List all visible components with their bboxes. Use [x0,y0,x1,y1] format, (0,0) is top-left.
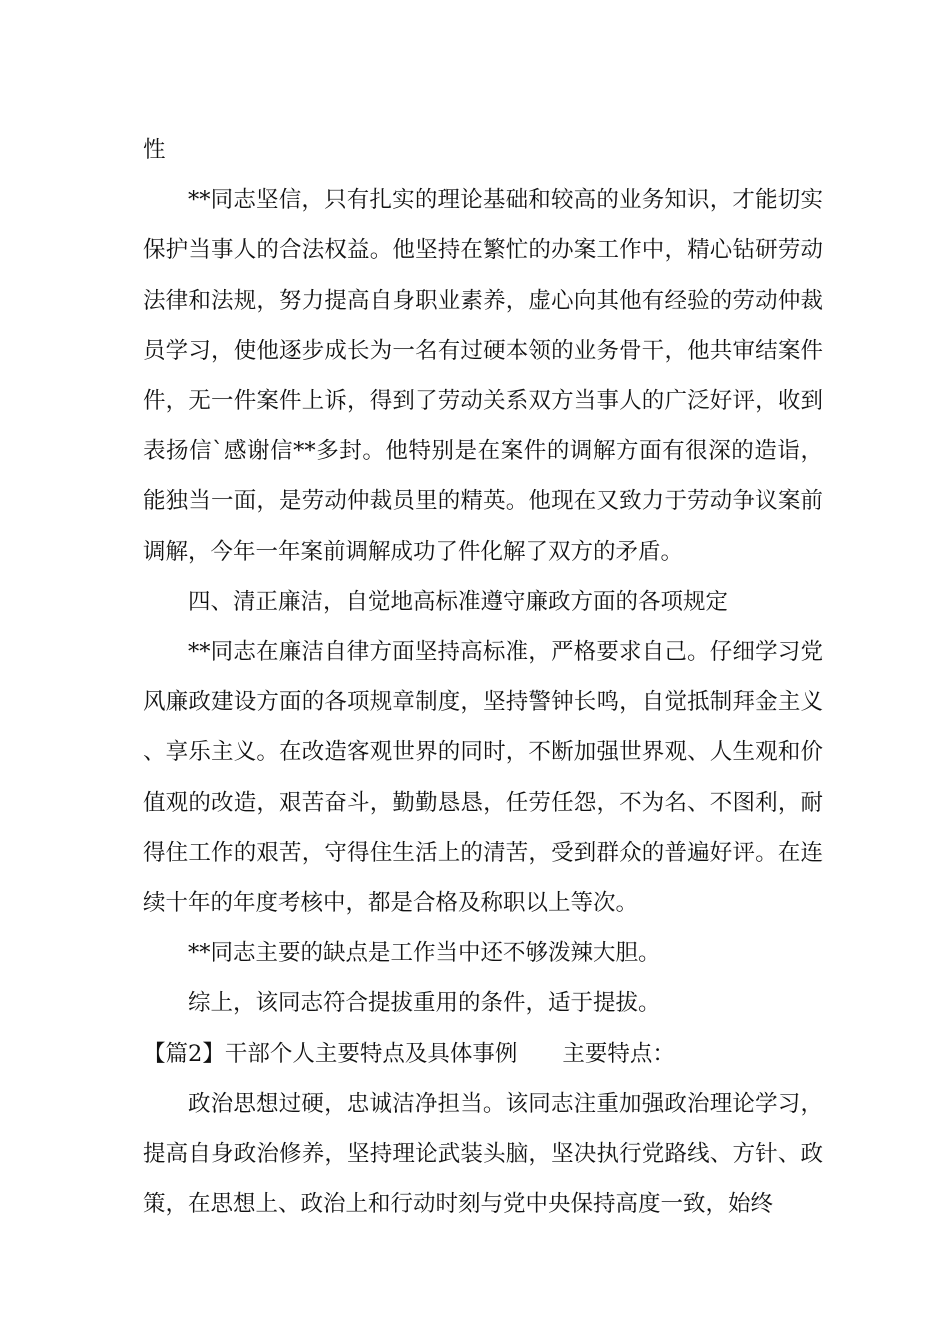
section-four-heading: 四、清正廉洁，自觉地高标准遵守廉政方面的各项规定 [188,588,729,615]
paragraph-shortcoming: **同志主要的缺点是工作当中还不够泼辣大胆。 [188,940,661,967]
paragraph-conclusion: 综上，该同志符合提拔重用的条件，适于提拔。 [188,990,661,1017]
document-body [143,125,823,1229]
paragraph-integrity: **同志在廉洁自律方面坚持高标准，严格要求自己。仔细学习党风廉政建设方面的各项规章制度，坚持警钟长鸣，自觉抵制拜金主义、享乐主义。在改造客观世界的同时，不断加强世界观、人生观和价值观的改造，艰苦奋斗，勤勤恳恳，任劳任怨，不为名、不图利，耐得住工作的艰苦，守得住生活上的清苦，受到群众的普遍好评。在连续十年的年度考核中，都是合格及称职以上等次。 [143,639,823,917]
paragraph-expertise: **同志坚信，只有扎实的理论基础和较高的业务知识，才能切实保护当事人的合法权益。他坚持在繁忙的办案工作中，精心钻研劳动法律和法规，努力提高自身职业素养，虚心向其他有经验的劳动仲裁员学习，使他逐步成长为一名有过硬本领的业务骨干，他共审结案件件，无一件案件上诉，得到了劳动关系双方当事人的广泛好评，收到表扬信`感谢信**多封。他特别是在案件的调解方面有很深的造诣，能独当一面，是劳动仲裁员里的精英。他现在又致力于劳动争议案前调解，今年一年案前调解成功了件化解了双方的矛盾。 [143,187,823,565]
paragraph-political: 政治思想过硬，忠诚洁净担当。该同志注重加强政治理论学习，提高自身政治修养，坚持理论武装头脑，坚决执行党路线、方针、政策，在思想上、政治上和行动时刻与党中央保持高度一致，始终 [143,1090,823,1218]
paragraph-continuation: 性 [143,137,166,163]
article-2-heading: 【篇2】干部个人主要特点及具体事例 主要特点： [143,1040,675,1067]
